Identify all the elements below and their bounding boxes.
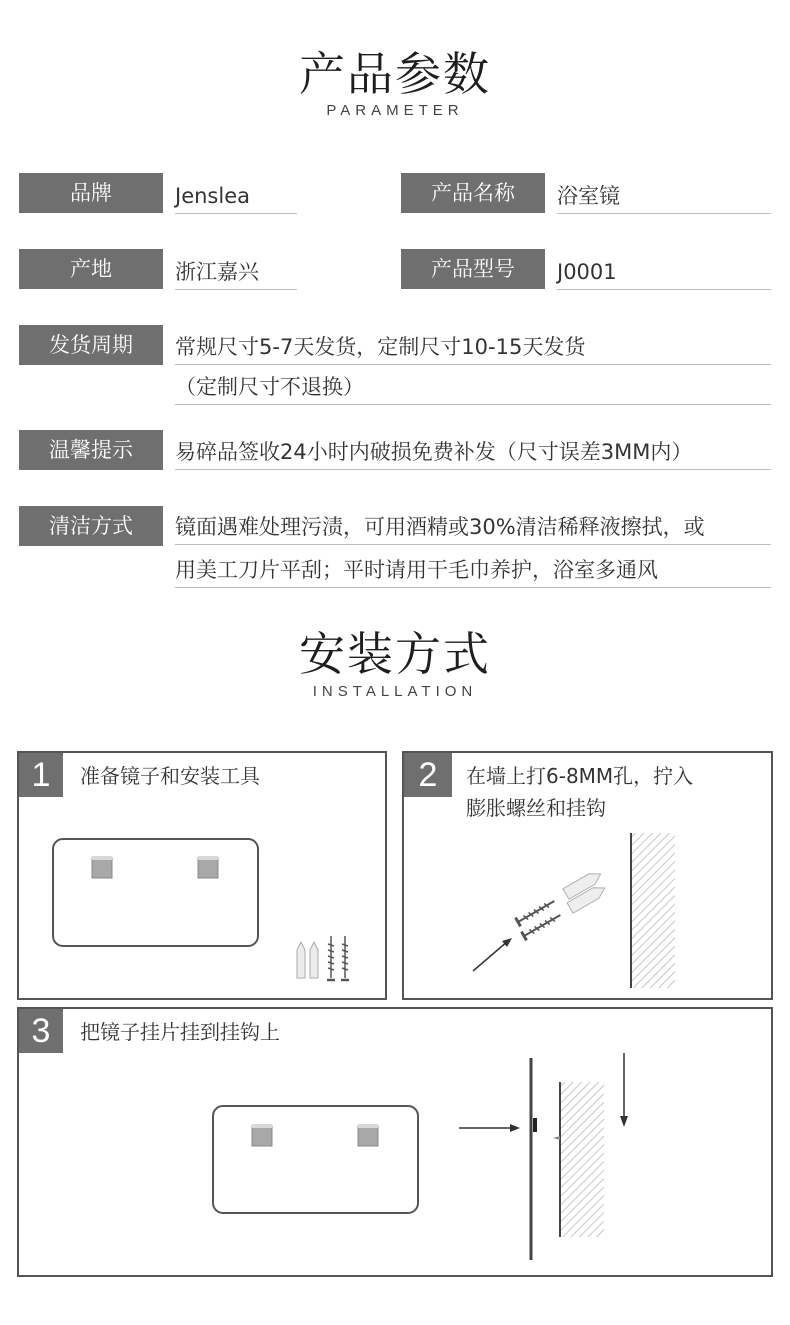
installation-title: 安装方式 [299, 627, 491, 681]
hanger-plate [358, 1126, 378, 1146]
step-2-number: 2 [404, 753, 452, 797]
cleaning-value-line1: 镜面遇难处理污渍，可用酒精或30%清洁稀释液擦拭，或 [175, 510, 771, 545]
parameter-title: 产品参数 [299, 47, 491, 101]
product-name-label: 产品名称 [401, 173, 545, 213]
installation-subtitle: INSTALLATION [312, 683, 478, 700]
step-1-text: 准备镜子和安装工具 [80, 764, 260, 788]
parameter-subtitle: PARAMETER [326, 102, 464, 119]
notice-value: 易碎品签收24小时内破损免费补发（尺寸误差3MM内） [175, 435, 771, 470]
product-name-value: 浴室镜 [557, 179, 771, 214]
origin-label: 产地 [19, 249, 163, 289]
shipping-value-line2: （定制尺寸不退换） [175, 370, 771, 405]
step-3-number: 3 [19, 1009, 63, 1053]
wall [560, 1082, 604, 1237]
shipping-label: 发货周期 [19, 325, 163, 365]
step-2-text-line2: 膨胀螺丝和挂钩 [466, 796, 606, 820]
origin-value: 浙江嘉兴 [175, 255, 297, 290]
step-2-text-line1: 在墙上打6-8MM孔，拧入 [466, 764, 694, 788]
mirror-outline [213, 1106, 418, 1213]
step-1-number: 1 [19, 753, 63, 797]
brand-label: 品牌 [19, 173, 163, 213]
model-value: J0001 [557, 255, 771, 290]
brand-value: Jenslea [175, 179, 297, 214]
shipping-value-line1: 常规尺寸5-7天发货，定制尺寸10-15天发货 [175, 330, 771, 365]
cleaning-label: 清洁方式 [19, 506, 163, 546]
cleaning-value-line2: 用美工刀片平刮；平时请用干毛巾养护，浴室多通风 [175, 553, 771, 588]
hanger-plate [252, 1126, 272, 1146]
model-label: 产品型号 [401, 249, 545, 289]
notice-label: 温馨提示 [19, 430, 163, 470]
step-3-text: 把镜子挂片挂到挂钩上 [80, 1020, 280, 1044]
